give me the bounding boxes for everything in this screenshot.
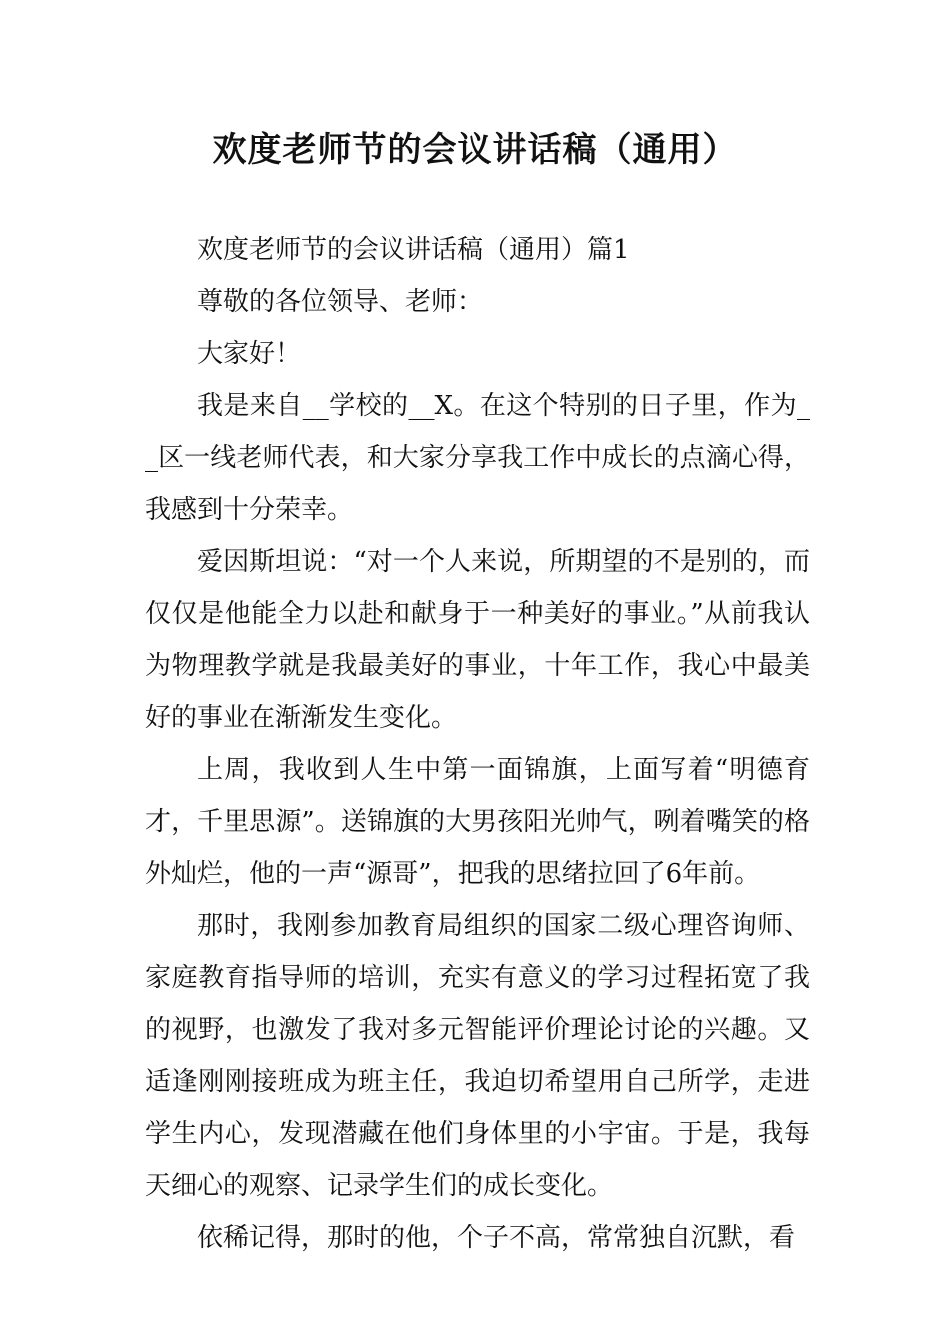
document-title: 欢度老师节的会议讲话稿（通用） bbox=[212, 130, 738, 170]
paragraph-heading: 欢度老师节的会议讲话稿（通用）篇1 bbox=[197, 235, 630, 265]
paragraph-greeting: 大家好！ bbox=[197, 339, 302, 369]
document-body bbox=[145, 224, 810, 1264]
paragraph-memory: 依稀记得，那时的他，个子不高，常常独自沉默，看 bbox=[197, 1223, 796, 1253]
paragraph-training: 那时，我刚参加教育局组织的国家二级心理咨询师、家庭教育指导师的培训，充实有意义的学习过程拓宽了我的视野，也激发了我对多元智能评价理论讨论的兴趣。又适逢刚刚接班成为班主任，我迫切希望用自己所学，走进学生内心，发现潜藏在他们身体里的小宇宙。于是，我每天细心的观察、记录学生们的成长变化。 bbox=[145, 911, 810, 1201]
paragraph-salutation: 尊敬的各位领导、老师： bbox=[197, 287, 484, 317]
paragraph-einstein-quote: 爱因斯坦说：“对一个人来说，所期望的不是别的，而仅仅是他能全力以赴和献身于一种美好的事业。”从前我认为物理教学就是我最美好的事业，十年工作，我心中最美好的事业在渐渐发生变化。 bbox=[145, 547, 810, 733]
paragraph-banner: 上周，我收到人生中第一面锦旗，上面写着“明德育才，千里思源”。送锦旗的大男孩阳光帅气，咧着嘴笑的格外灿烂，他的一声“源哥”，把我的思绪拉回了6年前。 bbox=[145, 755, 810, 889]
paragraph-introduction: 我是来自__学校的__X。在这个特别的日子里，作为__区一线老师代表，和大家分享我工作中成长的点滴心得，我感到十分荣幸。 bbox=[145, 391, 810, 525]
